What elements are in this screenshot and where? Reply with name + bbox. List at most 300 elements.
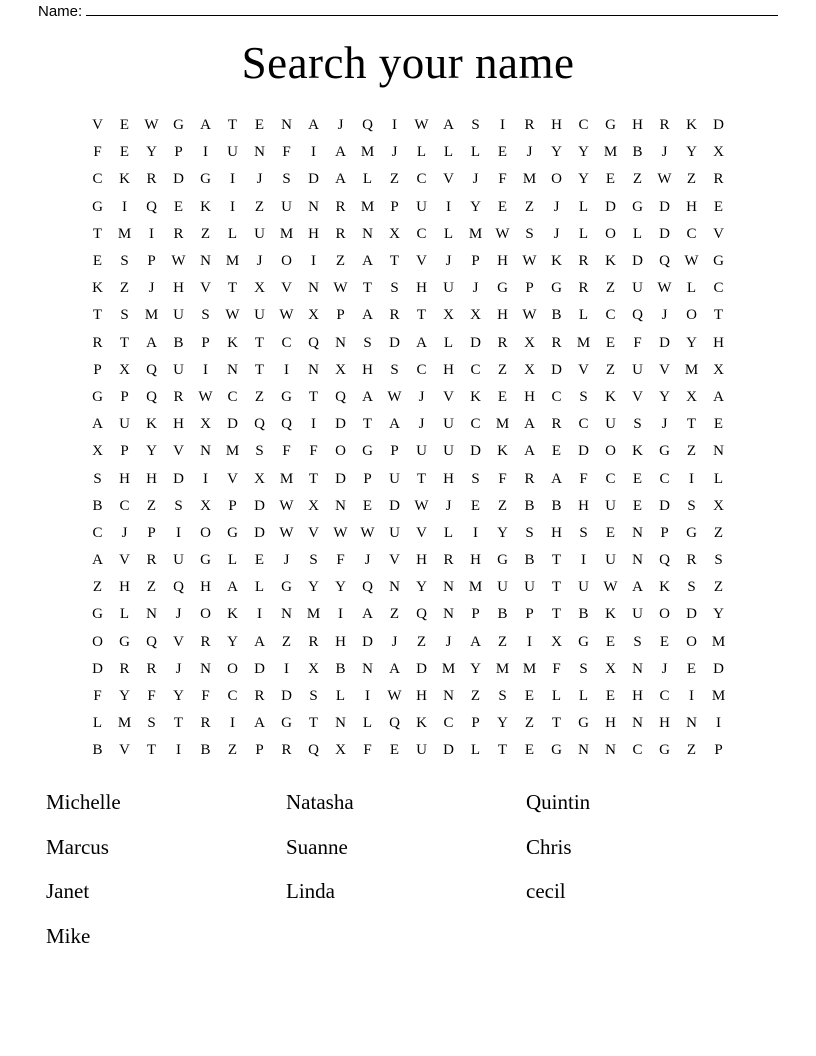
- grid-cell[interactable]: G: [632, 198, 643, 215]
- grid-cell[interactable]: E: [119, 144, 130, 161]
- grid-cell[interactable]: N: [308, 198, 319, 215]
- grid-cell[interactable]: M: [495, 660, 510, 677]
- word-list-item[interactable]: Mike: [46, 923, 91, 948]
- grid-cell[interactable]: T: [551, 552, 562, 569]
- grid-cell[interactable]: C: [227, 688, 238, 705]
- grid-cell[interactable]: F: [633, 334, 642, 351]
- grid-cell[interactable]: V: [200, 280, 211, 297]
- grid-cell[interactable]: N: [686, 715, 697, 732]
- grid-cell[interactable]: H: [632, 688, 643, 705]
- grid-cell[interactable]: S: [309, 688, 318, 705]
- grid-cell[interactable]: B: [551, 307, 562, 324]
- grid-cell[interactable]: E: [362, 497, 373, 514]
- grid-cell[interactable]: N: [389, 579, 400, 596]
- grid-cell[interactable]: B: [335, 660, 346, 677]
- grid-cell[interactable]: R: [686, 552, 697, 569]
- grid-cell[interactable]: N: [227, 361, 238, 378]
- grid-cell[interactable]: M: [468, 579, 483, 596]
- grid-cell[interactable]: U: [119, 416, 130, 433]
- grid-cell[interactable]: Z: [686, 443, 697, 460]
- grid-cell[interactable]: L: [443, 524, 454, 541]
- grid-cell[interactable]: I: [149, 225, 154, 242]
- word-list-item[interactable]: Marcus: [46, 834, 109, 859]
- grid-cell[interactable]: P: [255, 742, 264, 759]
- grid-cell[interactable]: E: [497, 144, 508, 161]
- grid-cell[interactable]: F: [282, 443, 291, 460]
- grid-cell[interactable]: V: [389, 552, 400, 569]
- grid-cell[interactable]: T: [308, 715, 319, 732]
- grid-cell[interactable]: C: [416, 361, 427, 378]
- grid-cell[interactable]: I: [716, 715, 721, 732]
- grid-cell[interactable]: T: [308, 470, 319, 487]
- grid-cell[interactable]: O: [200, 524, 211, 541]
- grid-cell[interactable]: D: [470, 334, 481, 351]
- grid-cell[interactable]: S: [714, 552, 723, 569]
- grid-cell[interactable]: A: [443, 117, 454, 134]
- grid-cell[interactable]: E: [254, 117, 265, 134]
- grid-cell[interactable]: H: [308, 225, 319, 242]
- grid-cell[interactable]: N: [362, 225, 373, 242]
- grid-cell[interactable]: U: [227, 144, 238, 161]
- grid-cell[interactable]: C: [119, 497, 130, 514]
- grid-cell[interactable]: A: [254, 715, 265, 732]
- grid-cell[interactable]: L: [578, 307, 589, 324]
- grid-cell[interactable]: U: [389, 470, 400, 487]
- grid-cell[interactable]: W: [684, 253, 699, 270]
- grid-cell[interactable]: J: [391, 144, 398, 161]
- grid-cell[interactable]: L: [713, 470, 724, 487]
- grid-cell[interactable]: Y: [308, 579, 319, 596]
- grid-cell[interactable]: L: [443, 225, 454, 242]
- grid-cell[interactable]: Z: [686, 742, 697, 759]
- grid-cell[interactable]: I: [446, 198, 451, 215]
- grid-cell[interactable]: C: [605, 307, 616, 324]
- grid-cell[interactable]: Z: [713, 579, 724, 596]
- grid-cell[interactable]: I: [203, 361, 208, 378]
- grid-cell[interactable]: N: [632, 524, 643, 541]
- grid-cell[interactable]: L: [416, 144, 427, 161]
- grid-cell[interactable]: M: [603, 144, 618, 161]
- grid-cell[interactable]: J: [364, 552, 371, 569]
- grid-cell[interactable]: Y: [497, 524, 508, 541]
- grid-cell[interactable]: X: [470, 307, 481, 324]
- grid-cell[interactable]: S: [147, 715, 156, 732]
- grid-cell[interactable]: M: [711, 688, 726, 705]
- grid-cell[interactable]: N: [632, 552, 643, 569]
- grid-cell[interactable]: B: [92, 742, 103, 759]
- grid-cell[interactable]: N: [308, 280, 319, 297]
- grid-cell[interactable]: D: [389, 497, 400, 514]
- grid-cell[interactable]: S: [93, 470, 102, 487]
- grid-cell[interactable]: U: [443, 443, 454, 460]
- grid-cell[interactable]: W: [657, 171, 672, 188]
- grid-cell[interactable]: P: [147, 524, 156, 541]
- grid-cell[interactable]: M: [441, 660, 456, 677]
- grid-cell[interactable]: L: [578, 688, 589, 705]
- grid-cell[interactable]: Z: [470, 688, 481, 705]
- grid-cell[interactable]: L: [92, 715, 103, 732]
- grid-cell[interactable]: B: [200, 742, 211, 759]
- grid-cell[interactable]: V: [281, 280, 292, 297]
- grid-cell[interactable]: Z: [497, 361, 508, 378]
- grid-cell[interactable]: S: [120, 253, 129, 270]
- grid-cell[interactable]: Q: [362, 117, 373, 134]
- grid-cell[interactable]: Z: [146, 579, 157, 596]
- grid-cell[interactable]: R: [200, 633, 211, 650]
- grid-cell[interactable]: I: [203, 144, 208, 161]
- grid-cell[interactable]: V: [443, 388, 454, 405]
- grid-cell[interactable]: Z: [227, 742, 238, 759]
- grid-cell[interactable]: B: [524, 497, 535, 514]
- grid-cell[interactable]: A: [551, 470, 562, 487]
- grid-cell[interactable]: M: [711, 633, 726, 650]
- grid-cell[interactable]: X: [254, 470, 265, 487]
- grid-cell[interactable]: Q: [146, 633, 157, 650]
- grid-cell[interactable]: W: [522, 253, 537, 270]
- grid-cell[interactable]: H: [524, 388, 535, 405]
- grid-cell[interactable]: G: [659, 443, 670, 460]
- grid-cell[interactable]: H: [551, 117, 562, 134]
- grid-cell[interactable]: J: [121, 524, 128, 541]
- grid-cell[interactable]: N: [335, 715, 346, 732]
- grid-cell[interactable]: Y: [146, 144, 157, 161]
- grid-cell[interactable]: J: [661, 416, 668, 433]
- grid-cell[interactable]: K: [200, 198, 211, 215]
- grid-cell[interactable]: M: [522, 171, 537, 188]
- grid-cell[interactable]: R: [713, 171, 724, 188]
- grid-cell[interactable]: P: [201, 334, 210, 351]
- grid-cell[interactable]: Z: [281, 633, 292, 650]
- grid-cell[interactable]: M: [576, 334, 591, 351]
- grid-cell[interactable]: D: [713, 117, 724, 134]
- grid-cell[interactable]: U: [173, 552, 184, 569]
- grid-cell[interactable]: R: [146, 171, 157, 188]
- grid-cell[interactable]: M: [279, 225, 294, 242]
- grid-cell[interactable]: I: [311, 416, 316, 433]
- grid-cell[interactable]: E: [659, 633, 670, 650]
- grid-cell[interactable]: I: [176, 524, 181, 541]
- grid-cell[interactable]: M: [117, 225, 132, 242]
- grid-cell[interactable]: G: [551, 742, 562, 759]
- grid-cell[interactable]: I: [311, 144, 316, 161]
- grid-cell[interactable]: A: [362, 307, 373, 324]
- grid-cell[interactable]: L: [254, 579, 265, 596]
- grid-cell[interactable]: E: [632, 497, 643, 514]
- grid-cell[interactable]: N: [281, 117, 292, 134]
- grid-cell[interactable]: V: [119, 552, 130, 569]
- grid-cell[interactable]: C: [416, 225, 427, 242]
- grid-cell[interactable]: U: [632, 361, 643, 378]
- grid-cell[interactable]: Q: [281, 416, 292, 433]
- grid-cell[interactable]: T: [551, 579, 562, 596]
- grid-cell[interactable]: W: [387, 388, 402, 405]
- grid-cell[interactable]: H: [443, 361, 454, 378]
- grid-cell[interactable]: L: [632, 225, 643, 242]
- grid-cell[interactable]: Y: [578, 144, 589, 161]
- grid-cell[interactable]: T: [227, 280, 238, 297]
- grid-cell[interactable]: P: [525, 280, 534, 297]
- grid-cell[interactable]: A: [146, 334, 157, 351]
- grid-cell[interactable]: G: [497, 280, 508, 297]
- grid-cell[interactable]: U: [416, 443, 427, 460]
- grid-cell[interactable]: A: [92, 552, 103, 569]
- grid-cell[interactable]: J: [526, 144, 533, 161]
- grid-cell[interactable]: L: [362, 171, 373, 188]
- grid-cell[interactable]: U: [173, 307, 184, 324]
- grid-cell[interactable]: J: [256, 253, 263, 270]
- grid-cell[interactable]: O: [605, 225, 616, 242]
- grid-cell[interactable]: X: [308, 660, 319, 677]
- grid-cell[interactable]: I: [176, 742, 181, 759]
- grid-cell[interactable]: C: [632, 742, 643, 759]
- word-list-item[interactable]: cecil: [526, 879, 566, 904]
- grid-cell[interactable]: F: [309, 443, 318, 460]
- grid-cell[interactable]: W: [414, 117, 429, 134]
- grid-cell[interactable]: Z: [119, 280, 130, 297]
- grid-cell[interactable]: D: [659, 225, 670, 242]
- grid-cell[interactable]: Q: [362, 579, 373, 596]
- grid-cell[interactable]: L: [470, 144, 481, 161]
- grid-cell[interactable]: E: [713, 198, 724, 215]
- grid-cell[interactable]: F: [93, 144, 102, 161]
- grid-cell[interactable]: G: [92, 606, 103, 623]
- word-list-item[interactable]: Linda: [286, 879, 335, 904]
- grid-cell[interactable]: A: [227, 579, 238, 596]
- grid-cell[interactable]: D: [605, 198, 616, 215]
- grid-cell[interactable]: G: [578, 715, 589, 732]
- word-list-item[interactable]: Quintin: [526, 790, 591, 815]
- grid-cell[interactable]: E: [470, 497, 481, 514]
- grid-cell[interactable]: R: [254, 688, 265, 705]
- grid-cell[interactable]: X: [335, 361, 346, 378]
- grid-cell[interactable]: K: [119, 171, 130, 188]
- grid-cell[interactable]: D: [416, 660, 427, 677]
- grid-cell[interactable]: V: [416, 524, 427, 541]
- grid-cell[interactable]: X: [443, 307, 454, 324]
- grid-cell[interactable]: T: [686, 416, 697, 433]
- grid-cell[interactable]: F: [201, 688, 210, 705]
- grid-cell[interactable]: X: [524, 334, 535, 351]
- grid-cell[interactable]: Z: [200, 225, 211, 242]
- grid-cell[interactable]: I: [500, 117, 505, 134]
- grid-cell[interactable]: M: [522, 660, 537, 677]
- grid-cell[interactable]: E: [605, 633, 616, 650]
- grid-cell[interactable]: S: [633, 416, 642, 433]
- grid-cell[interactable]: D: [659, 198, 670, 215]
- grid-cell[interactable]: P: [471, 715, 480, 732]
- grid-cell[interactable]: K: [497, 443, 508, 460]
- grid-cell[interactable]: H: [551, 524, 562, 541]
- grid-cell[interactable]: L: [443, 144, 454, 161]
- word-list-item[interactable]: Chris: [526, 834, 572, 859]
- grid-cell[interactable]: E: [713, 416, 724, 433]
- grid-cell[interactable]: N: [362, 660, 373, 677]
- grid-cell[interactable]: T: [227, 117, 238, 134]
- grid-cell[interactable]: I: [230, 198, 235, 215]
- grid-cell[interactable]: K: [92, 280, 103, 297]
- grid-cell[interactable]: T: [551, 715, 562, 732]
- grid-cell[interactable]: C: [551, 388, 562, 405]
- grid-cell[interactable]: C: [92, 524, 103, 541]
- grid-cell[interactable]: K: [659, 579, 670, 596]
- grid-cell[interactable]: L: [227, 225, 238, 242]
- grid-cell[interactable]: H: [578, 497, 589, 514]
- grid-cell[interactable]: Z: [605, 280, 616, 297]
- grid-cell[interactable]: H: [443, 470, 454, 487]
- grid-cell[interactable]: C: [605, 470, 616, 487]
- grid-cell[interactable]: G: [200, 171, 211, 188]
- grid-cell[interactable]: Y: [335, 579, 346, 596]
- grid-cell[interactable]: S: [363, 334, 372, 351]
- grid-cell[interactable]: J: [337, 117, 344, 134]
- grid-cell[interactable]: R: [281, 742, 292, 759]
- grid-cell[interactable]: S: [525, 524, 534, 541]
- grid-cell[interactable]: A: [524, 416, 535, 433]
- grid-cell[interactable]: X: [713, 361, 724, 378]
- grid-cell[interactable]: S: [579, 660, 588, 677]
- grid-cell[interactable]: R: [443, 552, 454, 569]
- grid-cell[interactable]: G: [281, 579, 292, 596]
- grid-cell[interactable]: G: [281, 715, 292, 732]
- name-input-line[interactable]: [86, 2, 778, 16]
- grid-cell[interactable]: O: [686, 307, 697, 324]
- grid-cell[interactable]: M: [279, 470, 294, 487]
- grid-cell[interactable]: D: [443, 742, 454, 759]
- grid-cell[interactable]: E: [605, 524, 616, 541]
- grid-cell[interactable]: C: [92, 171, 103, 188]
- grid-cell[interactable]: H: [416, 552, 427, 569]
- grid-cell[interactable]: P: [660, 524, 669, 541]
- grid-cell[interactable]: T: [362, 280, 373, 297]
- grid-cell[interactable]: T: [551, 606, 562, 623]
- grid-cell[interactable]: Z: [146, 497, 157, 514]
- grid-cell[interactable]: X: [335, 742, 346, 759]
- grid-cell[interactable]: F: [579, 470, 588, 487]
- grid-cell[interactable]: Y: [119, 688, 130, 705]
- grid-cell[interactable]: I: [122, 198, 127, 215]
- grid-cell[interactable]: L: [551, 688, 562, 705]
- grid-cell[interactable]: E: [524, 688, 535, 705]
- grid-cell[interactable]: G: [281, 388, 292, 405]
- grid-cell[interactable]: N: [578, 742, 589, 759]
- grid-cell[interactable]: Z: [92, 579, 103, 596]
- grid-cell[interactable]: K: [146, 416, 157, 433]
- grid-cell[interactable]: Y: [146, 443, 157, 460]
- grid-cell[interactable]: U: [632, 606, 643, 623]
- word-list-item[interactable]: Suanne: [286, 834, 348, 859]
- grid-cell[interactable]: A: [389, 660, 400, 677]
- grid-cell[interactable]: H: [146, 470, 157, 487]
- grid-cell[interactable]: H: [416, 280, 427, 297]
- grid-cell[interactable]: L: [578, 225, 589, 242]
- grid-cell[interactable]: D: [173, 470, 184, 487]
- grid-cell[interactable]: X: [551, 633, 562, 650]
- grid-cell[interactable]: D: [92, 660, 103, 677]
- grid-cell[interactable]: X: [254, 280, 265, 297]
- grid-cell[interactable]: X: [119, 361, 130, 378]
- grid-cell[interactable]: S: [687, 579, 696, 596]
- grid-cell[interactable]: N: [443, 606, 454, 623]
- grid-cell[interactable]: C: [227, 388, 238, 405]
- grid-cell[interactable]: I: [473, 524, 478, 541]
- grid-cell[interactable]: B: [497, 606, 508, 623]
- grid-cell[interactable]: A: [524, 443, 535, 460]
- grid-cell[interactable]: H: [713, 334, 724, 351]
- grid-cell[interactable]: P: [363, 470, 372, 487]
- grid-cell[interactable]: C: [470, 361, 481, 378]
- grid-cell[interactable]: T: [92, 225, 103, 242]
- grid-cell[interactable]: I: [311, 253, 316, 270]
- grid-cell[interactable]: H: [497, 253, 508, 270]
- grid-cell[interactable]: R: [389, 307, 400, 324]
- grid-cell[interactable]: X: [389, 225, 400, 242]
- grid-cell[interactable]: M: [360, 144, 375, 161]
- grid-cell[interactable]: Z: [524, 198, 535, 215]
- grid-cell[interactable]: I: [338, 606, 343, 623]
- grid-cell[interactable]: W: [144, 117, 159, 134]
- grid-cell[interactable]: K: [605, 388, 616, 405]
- grid-cell[interactable]: B: [578, 606, 589, 623]
- grid-cell[interactable]: H: [416, 688, 427, 705]
- grid-cell[interactable]: C: [578, 416, 589, 433]
- grid-cell[interactable]: R: [524, 470, 535, 487]
- grid-cell[interactable]: S: [120, 307, 129, 324]
- grid-cell[interactable]: O: [551, 171, 562, 188]
- grid-cell[interactable]: F: [93, 688, 102, 705]
- grid-cell[interactable]: R: [335, 198, 346, 215]
- grid-cell[interactable]: E: [497, 198, 508, 215]
- grid-cell[interactable]: N: [632, 660, 643, 677]
- grid-cell[interactable]: D: [254, 660, 265, 677]
- grid-cell[interactable]: W: [279, 524, 294, 541]
- grid-cell[interactable]: T: [713, 307, 724, 324]
- grid-cell[interactable]: T: [389, 253, 400, 270]
- grid-cell[interactable]: P: [525, 606, 534, 623]
- grid-cell[interactable]: C: [416, 171, 427, 188]
- grid-cell[interactable]: F: [498, 171, 507, 188]
- grid-cell[interactable]: K: [227, 334, 238, 351]
- grid-cell[interactable]: G: [713, 253, 724, 270]
- grid-cell[interactable]: V: [416, 253, 427, 270]
- grid-cell[interactable]: Z: [254, 198, 265, 215]
- grid-cell[interactable]: D: [470, 443, 481, 460]
- grid-cell[interactable]: P: [147, 253, 156, 270]
- grid-cell[interactable]: A: [416, 334, 427, 351]
- grid-cell[interactable]: M: [468, 225, 483, 242]
- grid-cell[interactable]: N: [146, 606, 157, 623]
- grid-cell[interactable]: T: [362, 416, 373, 433]
- grid-cell[interactable]: E: [632, 470, 643, 487]
- grid-cell[interactable]: M: [225, 253, 240, 270]
- grid-cell[interactable]: W: [495, 225, 510, 242]
- grid-cell[interactable]: D: [281, 688, 292, 705]
- grid-cell[interactable]: U: [416, 198, 427, 215]
- grid-cell[interactable]: J: [472, 171, 479, 188]
- grid-cell[interactable]: S: [309, 552, 318, 569]
- grid-cell[interactable]: G: [497, 552, 508, 569]
- grid-cell[interactable]: A: [254, 633, 265, 650]
- grid-cell[interactable]: U: [605, 552, 616, 569]
- grid-cell[interactable]: J: [175, 606, 182, 623]
- grid-cell[interactable]: H: [686, 198, 697, 215]
- grid-cell[interactable]: Q: [632, 307, 643, 324]
- grid-cell[interactable]: M: [144, 307, 159, 324]
- grid-cell[interactable]: L: [119, 606, 130, 623]
- grid-cell[interactable]: E: [497, 388, 508, 405]
- grid-cell[interactable]: G: [119, 633, 130, 650]
- grid-cell[interactable]: B: [632, 144, 643, 161]
- grid-cell[interactable]: K: [605, 606, 616, 623]
